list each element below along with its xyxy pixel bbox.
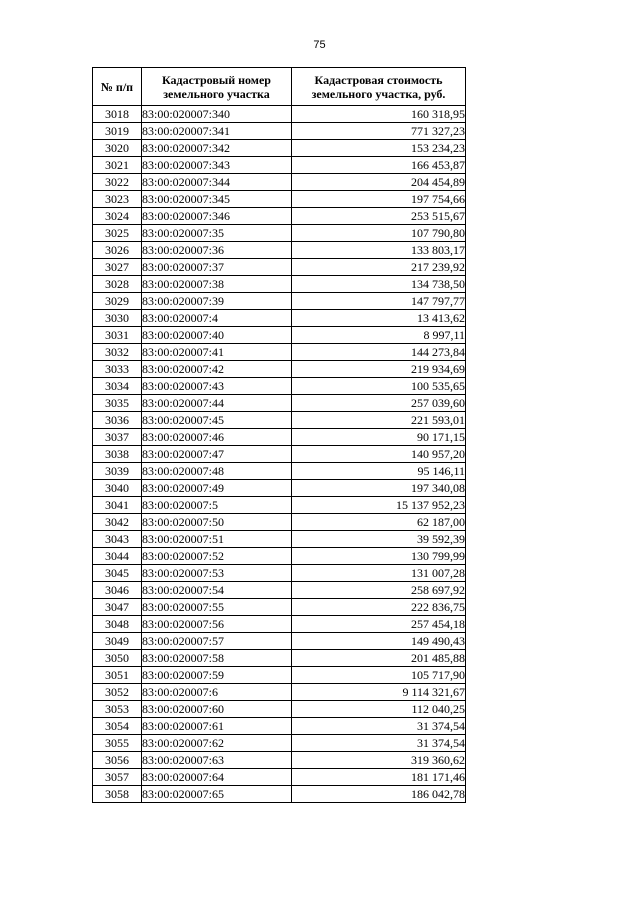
- row-number: 3041: [93, 497, 142, 514]
- table-row: [93, 667, 466, 684]
- cadastral-number: 83:00:020007:62: [142, 735, 292, 752]
- cadastral-cost: 105 717,90: [292, 667, 466, 684]
- cadastral-number: 83:00:020007:340: [142, 106, 292, 123]
- cadastral-number: 83:00:020007:55: [142, 599, 292, 616]
- cadastral-number: 83:00:020007:54: [142, 582, 292, 599]
- table-row: [93, 633, 466, 650]
- row-number: 3046: [93, 582, 142, 599]
- cadastral-number: 83:00:020007:342: [142, 140, 292, 157]
- row-number: 3023: [93, 191, 142, 208]
- cadastral-cost: 140 957,20: [292, 446, 466, 463]
- cadastral-number: 83:00:020007:343: [142, 157, 292, 174]
- row-number: 3034: [93, 378, 142, 395]
- cadastral-cost: 204 454,89: [292, 174, 466, 191]
- row-number: 3033: [93, 361, 142, 378]
- table-row: [93, 599, 466, 616]
- row-number: 3031: [93, 327, 142, 344]
- cadastral-cost: 181 171,46: [292, 769, 466, 786]
- row-number: 3052: [93, 684, 142, 701]
- table-row: [93, 174, 466, 191]
- cadastral-cost: 258 697,92: [292, 582, 466, 599]
- table-row: [93, 293, 466, 310]
- row-number: 3049: [93, 633, 142, 650]
- row-number: 3025: [93, 225, 142, 242]
- cadastral-number: 83:00:020007:43: [142, 378, 292, 395]
- cadastral-number: 83:00:020007:50: [142, 514, 292, 531]
- row-number: 3038: [93, 446, 142, 463]
- table-row: [93, 191, 466, 208]
- cadastral-cost: 134 738,50: [292, 276, 466, 293]
- cadastral-cost: 217 239,92: [292, 259, 466, 276]
- row-number: 3021: [93, 157, 142, 174]
- cadastral-cost: 253 515,67: [292, 208, 466, 225]
- row-number: 3019: [93, 123, 142, 140]
- table-row: [93, 531, 466, 548]
- cadastral-cost: 257 454,18: [292, 616, 466, 633]
- cadastral-cost: 166 453,87: [292, 157, 466, 174]
- table-row: [93, 123, 466, 140]
- cadastral-number: 83:00:020007:39: [142, 293, 292, 310]
- cadastral-number: 83:00:020007:346: [142, 208, 292, 225]
- row-number: 3057: [93, 769, 142, 786]
- cadastral-number: 83:00:020007:6: [142, 684, 292, 701]
- cadastral-number: 83:00:020007:51: [142, 531, 292, 548]
- row-number: 3055: [93, 735, 142, 752]
- table-row: [93, 514, 466, 531]
- row-number: 3018: [93, 106, 142, 123]
- table-row: [93, 650, 466, 667]
- cadastral-cost: 39 592,39: [292, 531, 466, 548]
- cadastral-number: 83:00:020007:35: [142, 225, 292, 242]
- cadastral-cost: 222 836,75: [292, 599, 466, 616]
- table-row: [93, 480, 466, 497]
- cadastral-cost: 31 374,54: [292, 735, 466, 752]
- row-number: 3027: [93, 259, 142, 276]
- row-number: 3037: [93, 429, 142, 446]
- cadastral-cost: 144 273,84: [292, 344, 466, 361]
- cadastral-number: 83:00:020007:36: [142, 242, 292, 259]
- header-num: № п/п: [93, 68, 142, 106]
- cadastral-number: 83:00:020007:64: [142, 769, 292, 786]
- cadastral-cost: 100 535,65: [292, 378, 466, 395]
- table-row: [93, 497, 466, 514]
- cadastral-number: 83:00:020007:4: [142, 310, 292, 327]
- cadastral-number: 83:00:020007:41: [142, 344, 292, 361]
- table-row: [93, 446, 466, 463]
- table-row: [93, 684, 466, 701]
- table-row: [93, 752, 466, 769]
- cadastral-number: 83:00:020007:58: [142, 650, 292, 667]
- cadastral-cost: 221 593,01: [292, 412, 466, 429]
- row-number: 3026: [93, 242, 142, 259]
- cadastral-number: 83:00:020007:56: [142, 616, 292, 633]
- cadastral-cost: 31 374,54: [292, 718, 466, 735]
- table-row: [93, 378, 466, 395]
- row-number: 3024: [93, 208, 142, 225]
- cadastral-cost: 15 137 952,23: [292, 497, 466, 514]
- cadastral-number: 83:00:020007:47: [142, 446, 292, 463]
- row-number: 3035: [93, 395, 142, 412]
- table-row: [93, 361, 466, 378]
- cadastral-number: 83:00:020007:48: [142, 463, 292, 480]
- cadastral-number: 83:00:020007:37: [142, 259, 292, 276]
- row-number: 3020: [93, 140, 142, 157]
- cadastral-number: 83:00:020007:52: [142, 548, 292, 565]
- row-number: 3036: [93, 412, 142, 429]
- cadastral-cost: 130 799,99: [292, 548, 466, 565]
- row-number: 3058: [93, 786, 142, 803]
- cadastral-number: 83:00:020007:53: [142, 565, 292, 582]
- table-body: [93, 106, 466, 803]
- table-row: [93, 565, 466, 582]
- cadastral-cost: 107 790,80: [292, 225, 466, 242]
- table-row: [93, 735, 466, 752]
- row-number: 3022: [93, 174, 142, 191]
- row-number: 3029: [93, 293, 142, 310]
- cadastral-number: 83:00:020007:63: [142, 752, 292, 769]
- row-number: 3043: [93, 531, 142, 548]
- cadastral-cost: 153 234,23: [292, 140, 466, 157]
- cadastral-cost: 147 797,77: [292, 293, 466, 310]
- cadastral-table: [92, 67, 466, 803]
- cadastral-number: 83:00:020007:49: [142, 480, 292, 497]
- cadastral-cost: 160 318,95: [292, 106, 466, 123]
- cadastral-cost: 112 040,25: [292, 701, 466, 718]
- cadastral-cost: 95 146,11: [292, 463, 466, 480]
- table-row: [93, 616, 466, 633]
- table-row: [93, 242, 466, 259]
- table-row: [93, 157, 466, 174]
- row-number: 3030: [93, 310, 142, 327]
- table-row: [93, 259, 466, 276]
- table-row: [93, 769, 466, 786]
- table-row: [93, 548, 466, 565]
- row-number: 3028: [93, 276, 142, 293]
- cadastral-cost: 131 007,28: [292, 565, 466, 582]
- table-row: [93, 463, 466, 480]
- table-row: [93, 718, 466, 735]
- cadastral-cost: 319 360,62: [292, 752, 466, 769]
- cadastral-number: 83:00:020007:57: [142, 633, 292, 650]
- table-row: [93, 344, 466, 361]
- row-number: 3054: [93, 718, 142, 735]
- table-row: [93, 786, 466, 803]
- row-number: 3042: [93, 514, 142, 531]
- cadastral-number: 83:00:020007:60: [142, 701, 292, 718]
- page-number: 75: [313, 39, 326, 51]
- row-number: 3039: [93, 463, 142, 480]
- cadastral-number: 83:00:020007:42: [142, 361, 292, 378]
- table-header-row: [93, 68, 466, 106]
- cadastral-number: 83:00:020007:341: [142, 123, 292, 140]
- cadastral-cost: 201 485,88: [292, 650, 466, 667]
- cadastral-cost: 13 413,62: [292, 310, 466, 327]
- table-row: [93, 582, 466, 599]
- header-cadastral-cost: Кадастровая стоимость земельного участка, руб.: [292, 68, 466, 106]
- table-row: [93, 701, 466, 718]
- cadastral-number: 83:00:020007:59: [142, 667, 292, 684]
- row-number: 3040: [93, 480, 142, 497]
- table-row: [93, 106, 466, 123]
- table-row: [93, 208, 466, 225]
- cadastral-number: 83:00:020007:344: [142, 174, 292, 191]
- table-row: [93, 276, 466, 293]
- header-cadastral-number: Кадастровый номер земельного участка: [142, 68, 292, 106]
- row-number: 3056: [93, 752, 142, 769]
- cadastral-number: 83:00:020007:345: [142, 191, 292, 208]
- table-row: [93, 412, 466, 429]
- cadastral-cost: 90 171,15: [292, 429, 466, 446]
- cadastral-cost: 197 340,08: [292, 480, 466, 497]
- row-number: 3032: [93, 344, 142, 361]
- cadastral-cost: 771 327,23: [292, 123, 466, 140]
- cadastral-cost: 219 934,69: [292, 361, 466, 378]
- cadastral-cost: 133 803,17: [292, 242, 466, 259]
- row-number: 3048: [93, 616, 142, 633]
- table-row: [93, 225, 466, 242]
- cadastral-number: 83:00:020007:44: [142, 395, 292, 412]
- table-row: [93, 310, 466, 327]
- table-row: [93, 140, 466, 157]
- cadastral-cost: 186 042,78: [292, 786, 466, 803]
- row-number: 3045: [93, 565, 142, 582]
- table-row: [93, 429, 466, 446]
- table-row: [93, 327, 466, 344]
- cadastral-cost: 149 490,43: [292, 633, 466, 650]
- row-number: 3047: [93, 599, 142, 616]
- table-row: [93, 395, 466, 412]
- cadastral-number: 83:00:020007:5: [142, 497, 292, 514]
- cadastral-number: 83:00:020007:45: [142, 412, 292, 429]
- cadastral-cost: 257 039,60: [292, 395, 466, 412]
- cadastral-number: 83:00:020007:61: [142, 718, 292, 735]
- cadastral-number: 83:00:020007:65: [142, 786, 292, 803]
- cadastral-number: 83:00:020007:38: [142, 276, 292, 293]
- cadastral-number: 83:00:020007:46: [142, 429, 292, 446]
- cadastral-cost: 8 997,11: [292, 327, 466, 344]
- row-number: 3044: [93, 548, 142, 565]
- row-number: 3053: [93, 701, 142, 718]
- row-number: 3051: [93, 667, 142, 684]
- cadastral-cost: 62 187,00: [292, 514, 466, 531]
- cadastral-cost: 9 114 321,67: [292, 684, 466, 701]
- cadastral-number: 83:00:020007:40: [142, 327, 292, 344]
- cadastral-cost: 197 754,66: [292, 191, 466, 208]
- row-number: 3050: [93, 650, 142, 667]
